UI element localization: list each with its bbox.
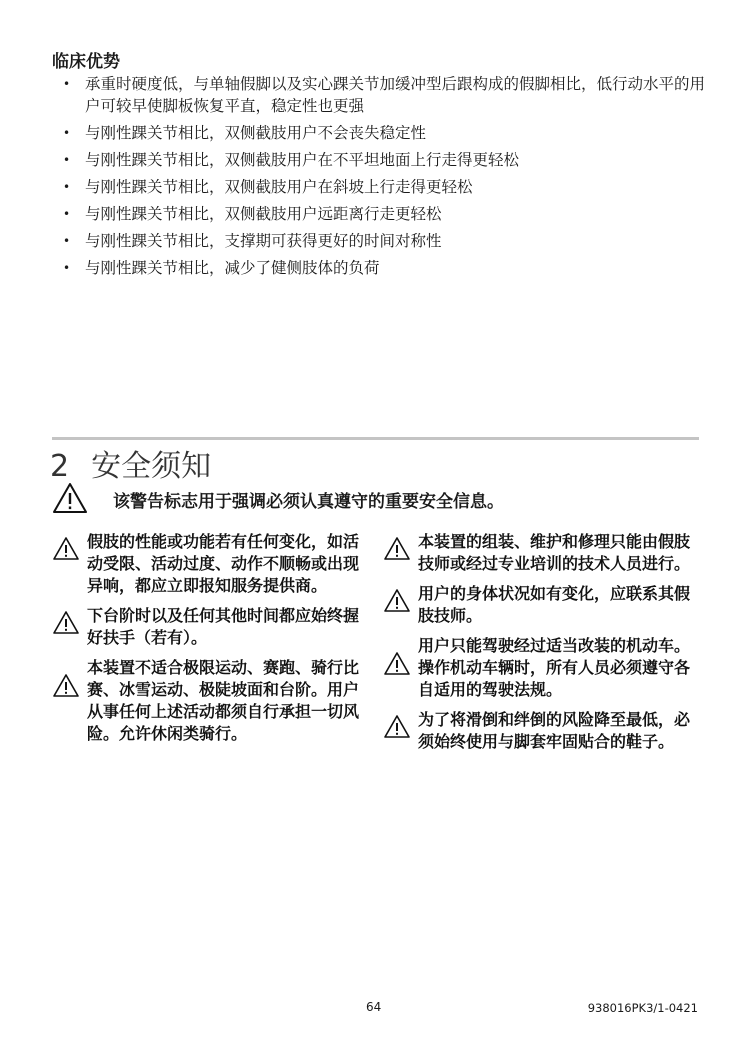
list-item: • 与刚性踝关节相比，双侧截肢用户不会丧失稳定性 [63,124,427,142]
warnings-left-column [52,531,370,753]
section-title: 安全须知 [91,449,212,484]
warnings-right-column [383,531,701,761]
clinical-advantages-title: 临床优势 [52,52,120,72]
warning-icon [52,536,80,561]
warning-item: 用户的身体状况如有变化，应联系其假肢技师。 [383,583,701,627]
bullet-icon: • [63,180,71,194]
section-divider [52,437,699,440]
clinical-advantages-list [52,73,712,284]
main-warning-text: 该警告标志用于强调必须认真遵守的重要安全信息。 [113,492,504,512]
warning-icon [52,673,80,698]
section-number: 2 [50,449,70,484]
bullet-icon: • [63,77,71,91]
warning-item: 下台阶时以及任何其他时间都应始终握好扶手（若有）。 [52,605,370,649]
warning-item: 假肢的性能或功能若有任何变化，如活动受限、活动过度、动作不顺畅或出现异响，都应立即报知服务提供商。 [52,531,370,597]
bullet-icon: • [63,153,71,167]
warning-icon [383,714,411,739]
warning-item: 本装置不适合极限运动、赛跑、骑行比赛、冰雪运动、极陡坡面和台阶。用户从事任何上述活动都须自行承担一切风险。允许休闲类骑行。 [52,657,370,745]
warning-icon [383,588,411,613]
list-item: • 与刚性踝关节相比，双侧截肢用户在不平坦地面上行走得更轻松 [63,151,520,169]
bullet-icon: • [63,207,71,221]
list-item: • 承重时硬度低，与单轴假脚以及实心踝关节加缓冲型后跟构成的假脚相比，低行动水平的用户可较早使脚板恢复平直，稳定性也更强 [63,75,706,115]
warning-item: 本装置的组装、维护和修理只能由假肢技师或经过专业培训的技术人员进行。 [383,531,701,575]
list-item: • 与刚性踝关节相比，双侧截肢用户远距离行走更轻松 [63,205,442,223]
list-item: • 与刚性踝关节相比，支撑期可获得更好的时间对称性 [63,232,442,250]
list-item: • 与刚性踝关节相比，减少了健侧肢体的负荷 [63,259,380,277]
warning-icon [52,482,88,514]
document-code: 938016PK3/1-0421 [587,1001,698,1015]
bullet-icon: • [63,126,71,140]
warning-icon [383,651,411,676]
warning-item: 为了将滑倒和绊倒的风险降至最低，必须始终使用与脚套牢固贴合的鞋子。 [383,709,701,753]
warning-icon [383,536,411,561]
page-number: 64 [366,1000,382,1014]
list-item: • 与刚性踝关节相比，双侧截肢用户在斜坡上行走得更轻松 [63,178,473,196]
bullet-icon: • [63,234,71,248]
warning-icon [52,610,80,635]
warning-item: 用户只能驾驶经过适当改装的机动车。操作机动车辆时，所有人员必须遵守各自适用的驾驶法规。 [383,635,701,701]
bullet-icon: • [63,261,71,275]
section-heading [50,441,211,485]
